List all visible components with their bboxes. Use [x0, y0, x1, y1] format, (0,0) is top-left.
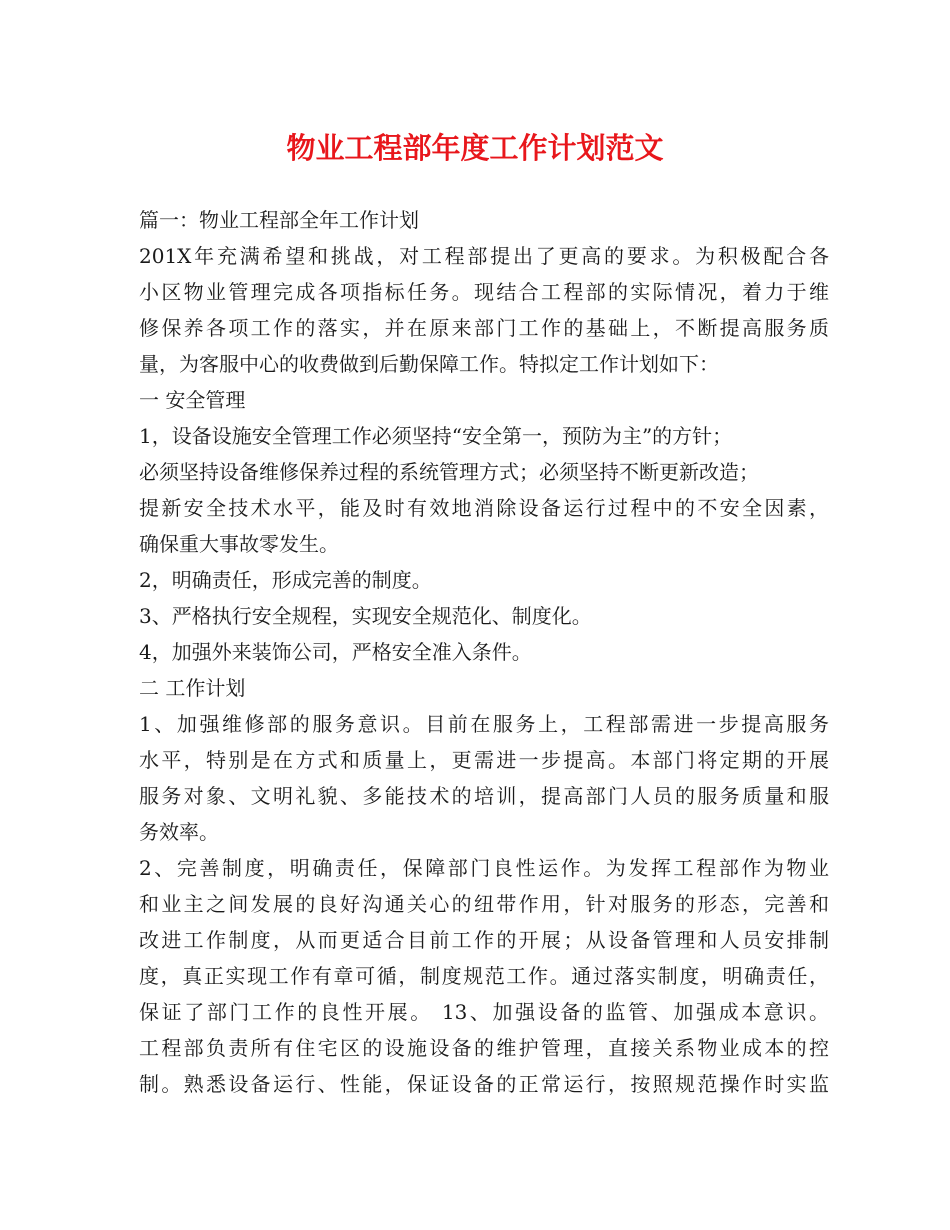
document-title: 物业工程部年度工作计划范文 — [286, 131, 664, 165]
text-line: 保证了部门工作的良性开展。 13、加强设备的监管、加强成本意识。 — [139, 1000, 829, 1024]
text-line: 1、加强维修部的服务意识。目前在服务上，工程部需进一步提高服务 — [139, 712, 829, 736]
text-line: 服务对象、文明礼貌、多能技术的培训，提高部门人员的服务质量和服 — [139, 784, 829, 808]
text-line: 篇一：物业工程部全年工作计划 — [139, 208, 419, 232]
text-line: 201X年充满希望和挑战，对工程部提出了更高的要求。为积极配合各 — [139, 244, 829, 268]
text-line: 度，真正实现工作有章可循，制度规范工作。通过落实制度，明确责任， — [139, 964, 829, 988]
text-line: 4，加强外来装饰公司，严格安全准入条件。 — [139, 640, 532, 664]
text-line: 一 安全管理 — [139, 388, 246, 412]
text-line: 工程部负责所有住宅区的设施设备的维护管理，直接关系物业成本的控 — [139, 1036, 829, 1060]
text-line: 量，为客服中心的收费做到后勤保障工作。特拟定工作计划如下： — [139, 352, 719, 376]
text-line: 小区物业管理完成各项指标任务。现结合工程部的实际情况，着力于维 — [139, 280, 829, 304]
text-line: 1，设备设施安全管理工作必须坚持“安全第一，预防为主”的方针； — [139, 424, 733, 448]
text-line: 3、严格执行安全规程，实现安全规范化、制度化。 — [139, 604, 592, 628]
text-line: 修保养各项工作的落实，并在原来部门工作的基础上，不断提高服务质 — [139, 316, 829, 340]
text-line: 确保重大事故零发生。 — [139, 532, 339, 556]
text-line: 和业主之间发展的良好沟通关心的纽带作用，针对服务的形态，完善和 — [139, 892, 829, 916]
text-line: 二 工作计划 — [139, 676, 246, 700]
text-line: 2，明确责任，形成完善的制度。 — [139, 568, 432, 592]
text-line: 改进工作制度，从而更适合目前工作的开展；从设备管理和人员安排制 — [139, 928, 829, 952]
text-line: 水平，特别是在方式和质量上，更需进一步提高。本部门将定期的开展 — [139, 748, 829, 772]
text-line: 必须坚持设备维修保养过程的系统管理方式；必须坚持不断更新改造； — [139, 460, 759, 484]
text-line: 提新安全技术水平，能及时有效地消除设备运行过程中的不安全因素， — [139, 496, 829, 520]
text-line: 2、完善制度，明确责任，保障部门良性运作。为发挥工程部作为物业 — [139, 856, 829, 880]
text-line: 制。熟悉设备运行、性能，保证设备的正常运行，按照规范操作时实监 — [139, 1072, 829, 1096]
text-line: 务效率。 — [139, 820, 219, 844]
document-body — [139, 202, 829, 1102]
